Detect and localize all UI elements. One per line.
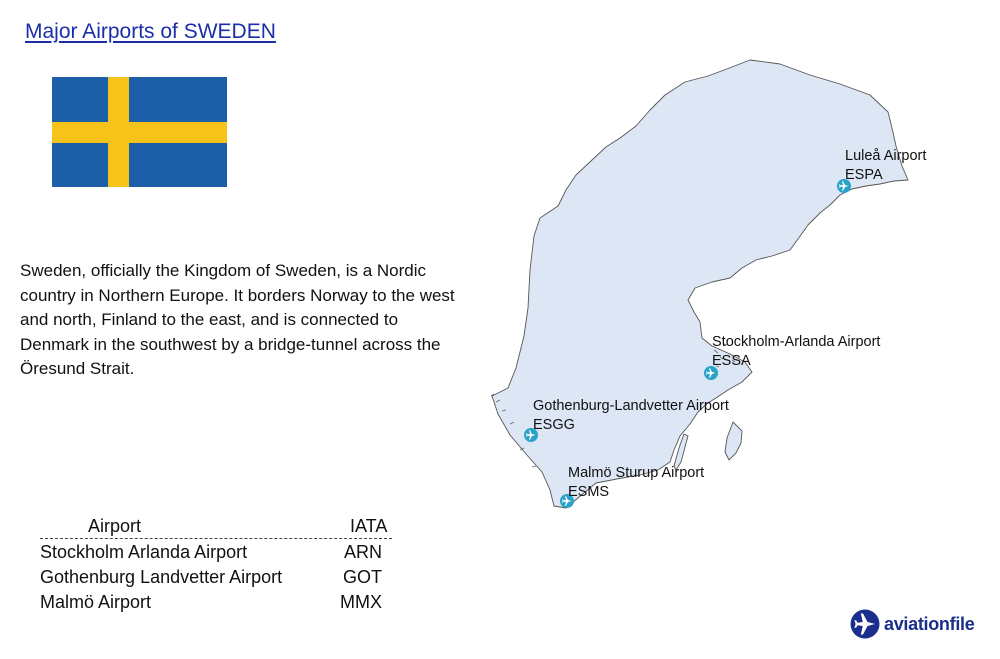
airport-name: Malmö Sturup Airport: [568, 465, 705, 481]
airport-code: ESSA: [712, 353, 751, 369]
cell-iata: GOT: [343, 567, 382, 587]
table-row: [40, 589, 392, 614]
cell-iata: ARN: [343, 542, 382, 562]
page-title[interactable]: Major Airports of SWEDEN: [25, 20, 276, 43]
table-row: [40, 564, 392, 589]
airport-label-esgg: [533, 397, 729, 435]
airplane-icon: [850, 609, 880, 639]
brand-name: aviationfile: [884, 613, 975, 634]
table-header: [40, 514, 392, 539]
flag-cross-horizontal: [52, 122, 227, 143]
cell-iata: MMX: [340, 592, 382, 612]
aviationfile-logo[interactable]: [850, 609, 974, 639]
airport-table: [40, 514, 392, 614]
airport-code: ESGG: [533, 417, 575, 433]
sweden-flag: [52, 77, 227, 187]
airport-label-essa: [712, 333, 880, 371]
airport-name: Gothenburg-Landvetter Airport: [533, 398, 729, 414]
header-iata: IATA: [350, 516, 388, 536]
airport-name: Luleå Airport: [845, 148, 927, 164]
cell-airport: Malmö Airport: [40, 592, 152, 612]
table-row: [40, 539, 392, 564]
airport-code: ESPA: [845, 167, 883, 183]
header-airport: Airport: [88, 516, 142, 536]
airport-label-espa: [845, 147, 926, 185]
airport-code: ESMS: [568, 484, 610, 500]
sweden-land: [492, 60, 908, 508]
airport-name: Stockholm-Arlanda Airport: [712, 334, 881, 350]
cell-airport: Gothenburg Landvetter Airport: [40, 567, 283, 587]
country-description: Sweden, officially the Kingdom of Sweden, is a Nordic country in Northern Europe. It borders Norway to the west and north, Finland to the east, and is connected to Denmark in the southwest by a bridge-tunnel across the Öresund Strait.: [20, 261, 455, 378]
sweden-map: [480, 50, 1000, 530]
airport-label-esms: [568, 464, 704, 502]
cell-airport: Stockholm Arlanda Airport: [40, 542, 248, 562]
